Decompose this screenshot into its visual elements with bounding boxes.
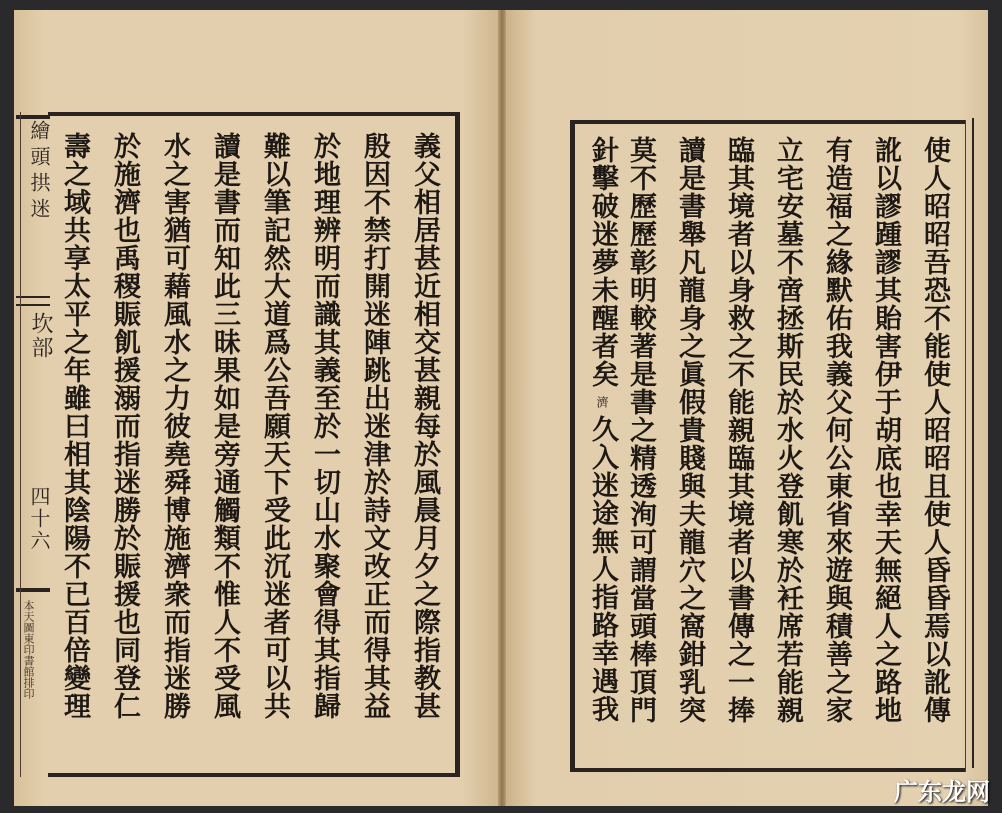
site-watermark: 广东龙网 bbox=[894, 778, 990, 806]
margin-rule-top bbox=[16, 115, 50, 119]
annotation-mark: 濟 bbox=[595, 396, 609, 409]
margin-title: 繪頭拱迷 bbox=[27, 120, 51, 224]
margin-rule-bottom bbox=[16, 588, 50, 592]
right-margin-edge bbox=[972, 118, 988, 768]
margin-page-number: 四十六 bbox=[27, 486, 51, 552]
left-column-6: 水之害猶可藉風水之力彼堯舜博施濟衆而指迷勝 bbox=[159, 132, 190, 720]
left-column-1: 義父相居甚近相交甚親每於風晨月夕之際指教甚 bbox=[409, 132, 440, 720]
right-column-8 bbox=[583, 136, 622, 723]
right-column-4: 立宅安墓不啻拯斯民於水火登飢寒於衽席若能親 bbox=[772, 136, 803, 724]
right-column-6: 讀是書舉凡龍身之眞假貴賤與夫龍穴之窩鉗乳突 bbox=[674, 136, 705, 724]
right-column-3: 有造福之緣默佑我義父何公東省來遊與積善之家 bbox=[821, 136, 852, 724]
right-column-1: 使人昭昭吾恐不能使人昭昭且使人昏昏焉以訛傳 bbox=[919, 136, 950, 724]
right-column-8-head: 針擊破迷夢未醒者矣 bbox=[587, 136, 618, 388]
left-column-3: 於地理辨明而識其義至於一切山水聚會得其指歸 bbox=[309, 132, 340, 720]
left-column-2: 殷因不禁打開迷陣跳出迷津於詩文改正而得其益 bbox=[359, 132, 390, 720]
publisher-imprint: 本天圖東印書館排印 bbox=[22, 600, 35, 699]
right-column-5: 臨其境者以身救之不能親臨其境者以書傳之一捧 bbox=[723, 136, 754, 724]
left-column-7: 於施濟也禹稷賑飢援溺而指迷勝於賑援也同登仁 bbox=[109, 132, 140, 720]
book-gutter bbox=[498, 10, 506, 806]
right-column-7: 莫不歷歷彰明較著是書之精透洵可謂當頭棒頂門 bbox=[625, 136, 656, 724]
margin-section: 坎部 bbox=[28, 312, 53, 360]
right-column-8-tail: 久入迷途無人指路幸遇我 bbox=[587, 415, 618, 723]
left-column-8: 壽之域共享太平之年雖曰相其陰陽不已百倍變理 bbox=[59, 132, 90, 720]
fish-tail-mark bbox=[16, 296, 50, 306]
left-column-4: 難以筆記然大道爲公吾願天下受此沉迷者可以共 bbox=[259, 132, 290, 720]
left-column-5: 讀是書而知此三昧果如是旁通觸類不惟人不受風 bbox=[209, 132, 240, 720]
right-column-2: 訛以謬踵謬其貽害伊于胡底也幸天無絕人之路地 bbox=[870, 136, 901, 724]
